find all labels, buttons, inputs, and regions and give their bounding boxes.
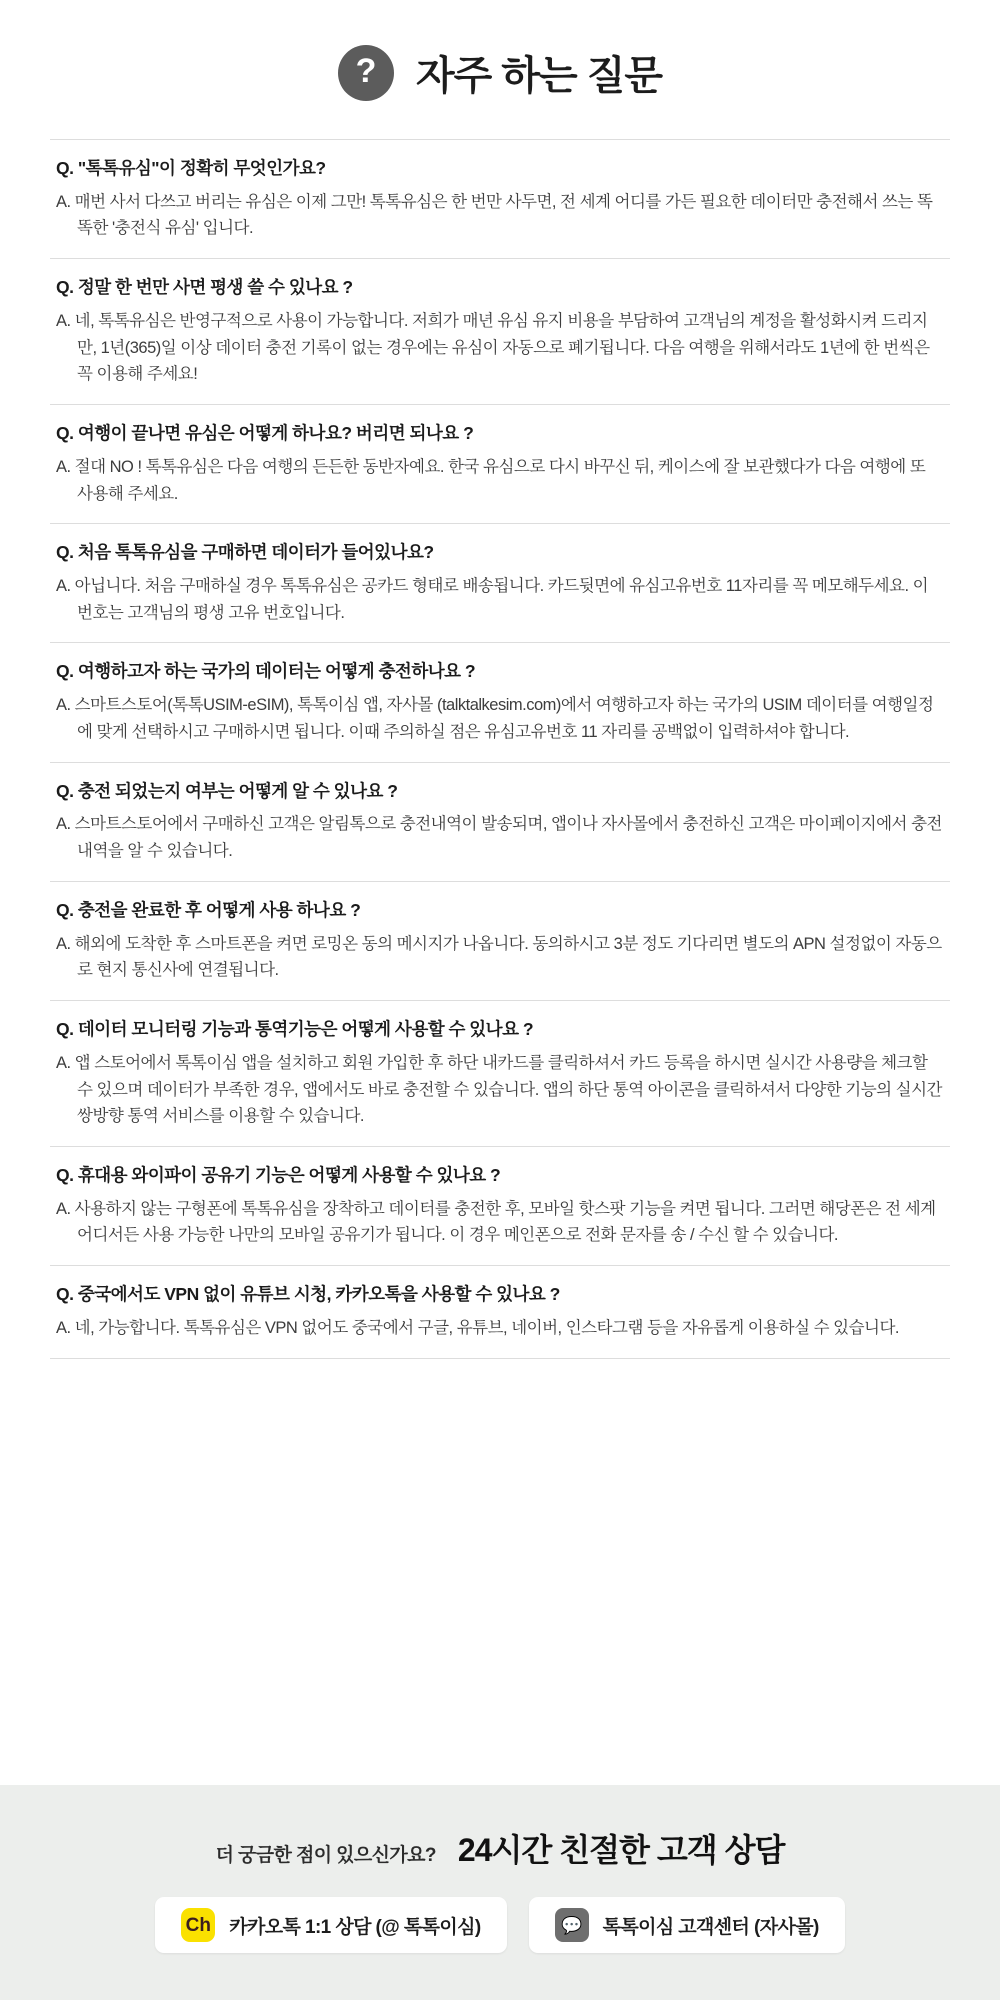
footer-title: 24시간 친절한 고객 상담: [457, 1832, 785, 1868]
contact-footer: [0, 1785, 1000, 2000]
faq-answer: A. 네, 가능합니다. 톡톡유심은 VPN 없어도 중국에서 구글, 유튜브, 네이버, 인스타그램 등을 자유롭게 이용하실 수 있습니다.: [56, 1318, 899, 1337]
faq-item[interactable]: [50, 405, 950, 524]
faq-question: Q. 충전을 완료한 후 어떻게 사용 하나요 ?: [56, 899, 361, 920]
footer-heading: [0, 1785, 1000, 1871]
faq-answer: A. 해외에 도착한 후 스마트폰을 켜면 로밍온 동의 메시지가 나옵니다. 동의하시고 3분 정도 기다리면 별도의 APN 설정없이 자동으로 현지 통신사에 연결됩니다.: [56, 934, 942, 980]
faq-question: Q. 정말 한 번만 사면 평생 쓸 수 있나요 ?: [56, 277, 353, 298]
faq-header: [0, 0, 1000, 139]
kakaotalk-icon: Ch: [181, 1908, 215, 1942]
faq-item[interactable]: [50, 882, 950, 1001]
faq-item[interactable]: [50, 140, 950, 259]
faq-question: Q. "톡톡유심"이 정확히 무엇인가요?: [56, 158, 326, 178]
faq-question: Q. 데이터 모니터링 기능과 통역기능은 어떻게 사용할 수 있나요 ?: [56, 1019, 534, 1040]
faq-answer: A. 사용하지 않는 구형폰에 톡톡유심을 장착하고 데이터를 충전한 후, 모바일 핫스팟 기능을 켜면 됩니다. 그러면 해당폰은 전 세계 어디서든 사용 가능한 나만의 모바일 공유기가 됩니다. 이 경우 메인폰으로 전화 문자를 송 / 수신 할 수 있습니다.: [56, 1199, 936, 1245]
kakao-chat-label: 카카오톡 1:1 상담 (@ 톡톡이심): [229, 1916, 481, 1938]
faq-item[interactable]: [50, 1266, 950, 1358]
faq-item[interactable]: [50, 763, 950, 882]
footer-subtitle: 더 궁금한 점이 있으신가요?: [215, 1845, 436, 1866]
faq-item[interactable]: [50, 643, 950, 762]
faq-item[interactable]: [50, 1147, 950, 1266]
faq-answer: A. 스마트스토어에서 구매하신 고객은 알림톡으로 충전내역이 발송되며, 앱이나 자사몰에서 충전하신 고객은 마이페이지에서 충전 내역을 알 수 있습니다.: [56, 815, 942, 861]
faq-question: Q. 충전 되었는지 여부는 어떻게 알 수 있나요 ?: [56, 780, 398, 801]
question-mark-icon: ?: [338, 45, 394, 101]
kakao-chat-button[interactable]: [155, 1897, 506, 1953]
faq-question: Q. 처음 톡톡유심을 구매하면 데이터가 들어있나요?: [56, 542, 434, 563]
customer-center-label: 톡톡이심 고객센터 (자사몰): [602, 1916, 819, 1938]
faq-answer: A. 절대 NO ! 톡톡유심은 다음 여행의 든든한 동반자예요. 한국 유심으로 다시 바꾸신 뒤, 케이스에 잘 보관했다가 다음 여행에 또 사용해 주세요.: [56, 457, 926, 503]
faq-answer: A. 네, 톡톡유심은 반영구적으로 사용이 가능합니다. 저희가 매년 유심 유지 비용을 부담하여 고객님의 계정을 활성화시켜 드리지만, 1년(365)일 이상 데이터 충전 기록이 없는 경우에는 유심이 자동으로 폐기됩니다. 다음 여행을 위해서라도 1년에 한 번씩은 꼭 이용해 주세요!: [56, 311, 930, 384]
faq-answer: A. 매번 사서 다쓰고 버리는 유심은 이제 그만! 톡톡유심은 한 번만 사두면, 전 세계 어디를 가든 필요한 데이터만 충전해서 쓰는 똑똑한 '충전식 유심' 입니다.: [56, 192, 933, 238]
faq-item[interactable]: [50, 1001, 950, 1147]
page-title: 자주 하는 질문: [415, 54, 663, 98]
faq-list: [50, 139, 950, 1359]
faq-answer: A. 앱 스토어에서 톡톡이심 앱을 설치하고 회원 가입한 후 하단 내카드를 클릭하셔서 카드 등록을 하시면 실시간 사용량을 체크할 수 있으며 데이터가 부족한 경우, 앱에서도 바로 충전할 수 있습니다. 앱의 하단 통역 아이콘을 클릭하셔서 다양한 기능의 실시간 쌍방향 통역 서비스를 이용할 수 있습니다.: [56, 1053, 942, 1126]
faq-item[interactable]: [50, 259, 950, 405]
faq-question: Q. 여행하고자 하는 국가의 데이터는 어떻게 충전하나요 ?: [56, 661, 476, 682]
faq-question: Q. 여행이 끝나면 유심은 어떻게 하나요? 버리면 되나요 ?: [56, 423, 474, 444]
faq-question: Q. 중국에서도 VPN 없이 유튜브 시청, 카카오톡을 사용할 수 있나요 ?: [56, 1284, 560, 1305]
faq-question: Q. 휴대용 와이파이 공유기 기능은 어떻게 사용할 수 있나요 ?: [56, 1164, 501, 1185]
faq-answer: A. 아닙니다. 처음 구매하실 경우 톡톡유심은 공카드 형태로 배송됩니다. 카드뒷면에 유심고유번호 11자리를 꼭 메모해두세요. 이 번호는 고객님의 평생 고유 번호입니다.: [56, 577, 929, 622]
chat-bubble-icon: 💬: [555, 1908, 589, 1942]
customer-center-button[interactable]: [529, 1897, 845, 1953]
faq-answer: A. 스마트스토어(톡톡USIM-eSIM), 톡톡이심 앱, 자사몰 (talktalkesim.com)에서 여행하고자 하는 국가의 USIM 데이터를 여행일정에 맞게 선택하시고 구매하시면 됩니다. 이때 주의하실 점은 유심고유번호 11 자리를 공백없이 입력하셔야 합니다.: [56, 696, 934, 741]
footer-buttons: [0, 1897, 1000, 1953]
faq-item[interactable]: [50, 524, 950, 643]
